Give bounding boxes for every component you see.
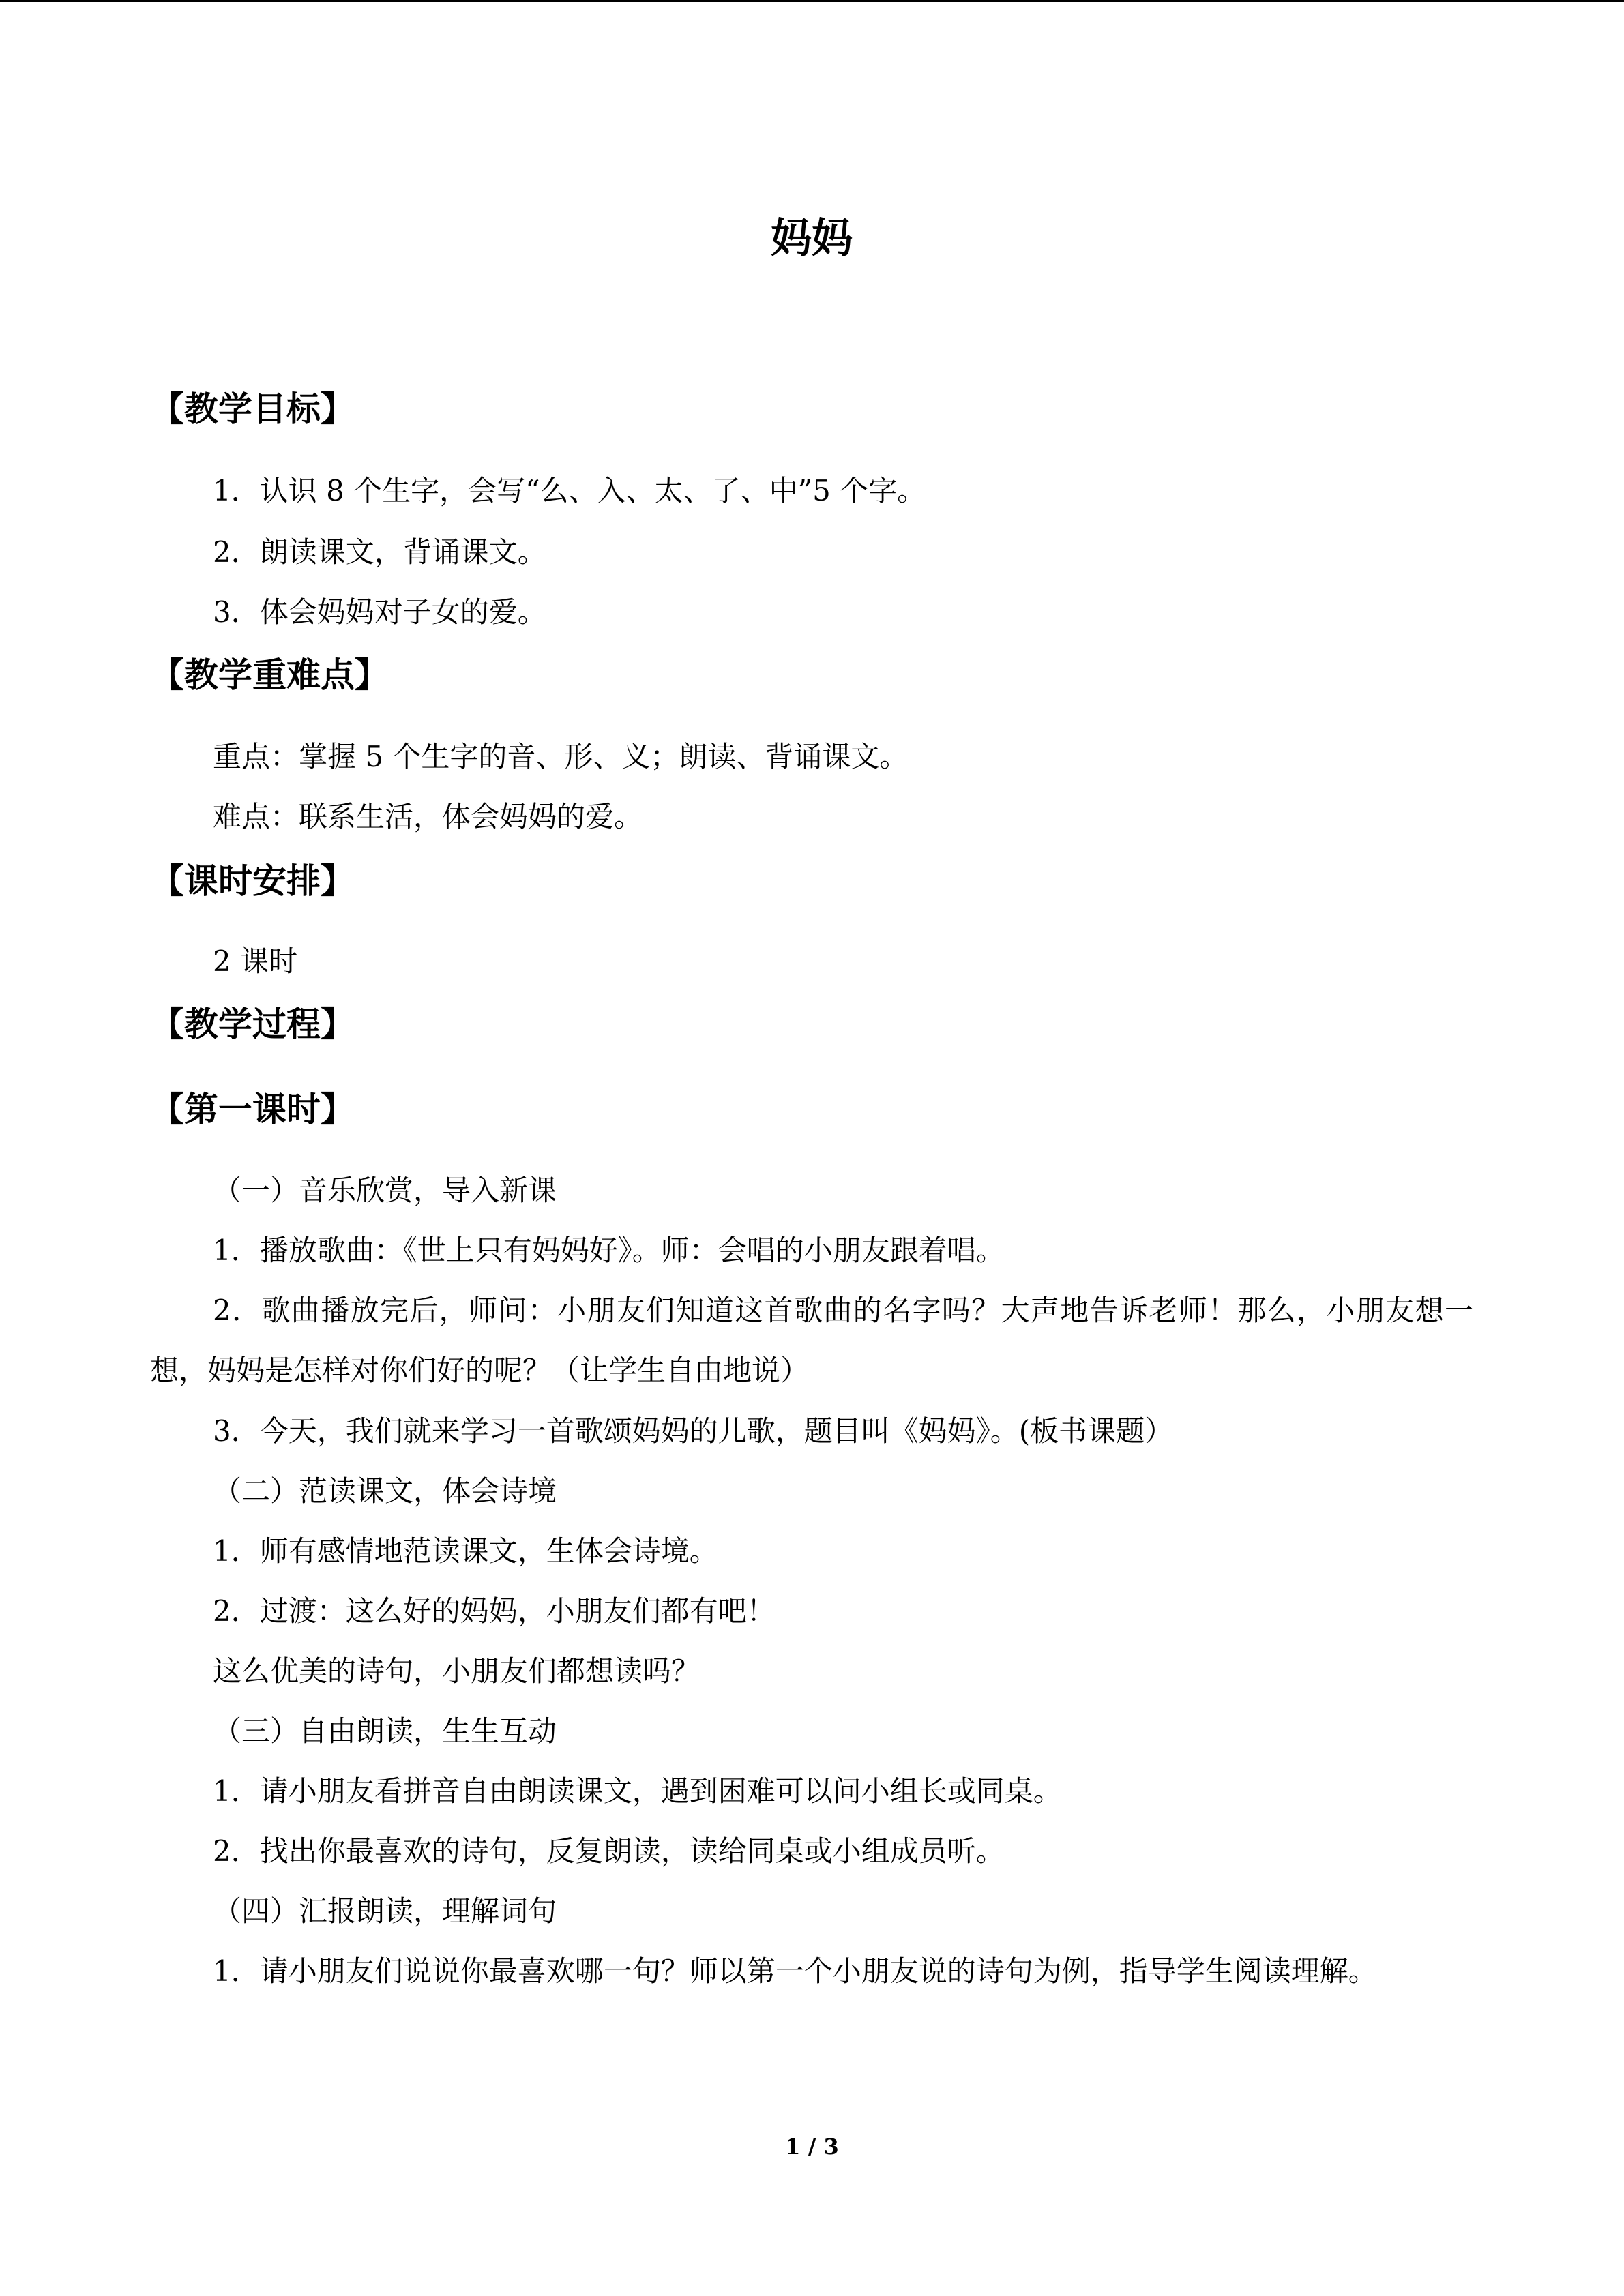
heading-schedule: 【课时安排】 [150, 861, 355, 901]
objective-item-2: 2．朗读课文，背诵课文。 [213, 535, 546, 569]
key-point-item-1: 重点：掌握 5 个生字的音、形、义；朗读、背诵课文。 [213, 740, 909, 773]
lesson-step-1-item-3: 3．今天，我们就来学习一首歌颂妈妈的儿歌，题目叫《妈妈》。(板书课题） [213, 1414, 1174, 1448]
schedule-item-1: 2 课时 [213, 944, 298, 978]
heading-process: 【教学过程】 [150, 1004, 355, 1044]
lesson-step-1-item-2: 2．歌曲播放完后，师问：小朋友们知道这首歌曲的名字吗？大声地告诉老师！那么，小朋友想一想，妈妈是怎样对你们好的呢？（让学生自由地说） [150, 1294, 1473, 1387]
heading-objectives: 【教学目标】 [150, 389, 355, 429]
document-title: 妈妈 [771, 215, 853, 263]
top-border-rule [0, 0, 1624, 2]
lesson-step-3-title: （三）自由朗读，生生互动 [213, 1714, 557, 1748]
lesson-step-2-item-2: 2．过渡：这么好的妈妈，小朋友们都有吧！ [213, 1594, 776, 1628]
heading-first-lesson: 【第一课时】 [150, 1090, 355, 1129]
lesson-step-2-title: （二）范读课文，体会诗境 [213, 1474, 557, 1508]
lesson-step-4-title: （四）汇报朗读，理解词句 [213, 1894, 557, 1928]
objective-item-1: 1．认识 8 个生字，会写“么、入、太、了、中”5 个字。 [213, 474, 926, 507]
lesson-step-3-item-1: 1．请小朋友看拼音自由朗读课文，遇到困难可以问小组长或同桌。 [213, 1774, 1062, 1808]
lesson-step-2-item-3: 这么优美的诗句，小朋友们都想读吗？ [213, 1654, 700, 1688]
lesson-step-2-item-1: 1．师有感情地范读课文，生体会诗境。 [213, 1534, 718, 1568]
lesson-step-3-item-2: 2．找出你最喜欢的诗句，反复朗读，读给同桌或小组成员听。 [213, 1834, 1005, 1868]
heading-key-points: 【教学重难点】 [150, 655, 389, 695]
lesson-step-4-item-1: 1．请小朋友们说说你最喜欢哪一句？师以第一个小朋友说的诗句为例，指导学生阅读理解。 [213, 1954, 1377, 1988]
key-point-item-2: 难点：联系生活，体会妈妈的爱。 [213, 800, 643, 833]
page-number: 1 / 3 [785, 2134, 839, 2160]
lesson-step-1-title: （一）音乐欣赏，导入新课 [213, 1174, 557, 1207]
lesson-step-1-item-1: 1．播放歌曲：《世上只有妈妈好》。师：会唱的小朋友跟着唱。 [213, 1234, 1005, 1267]
objective-item-3: 3．体会妈妈对子女的爱。 [213, 595, 546, 629]
